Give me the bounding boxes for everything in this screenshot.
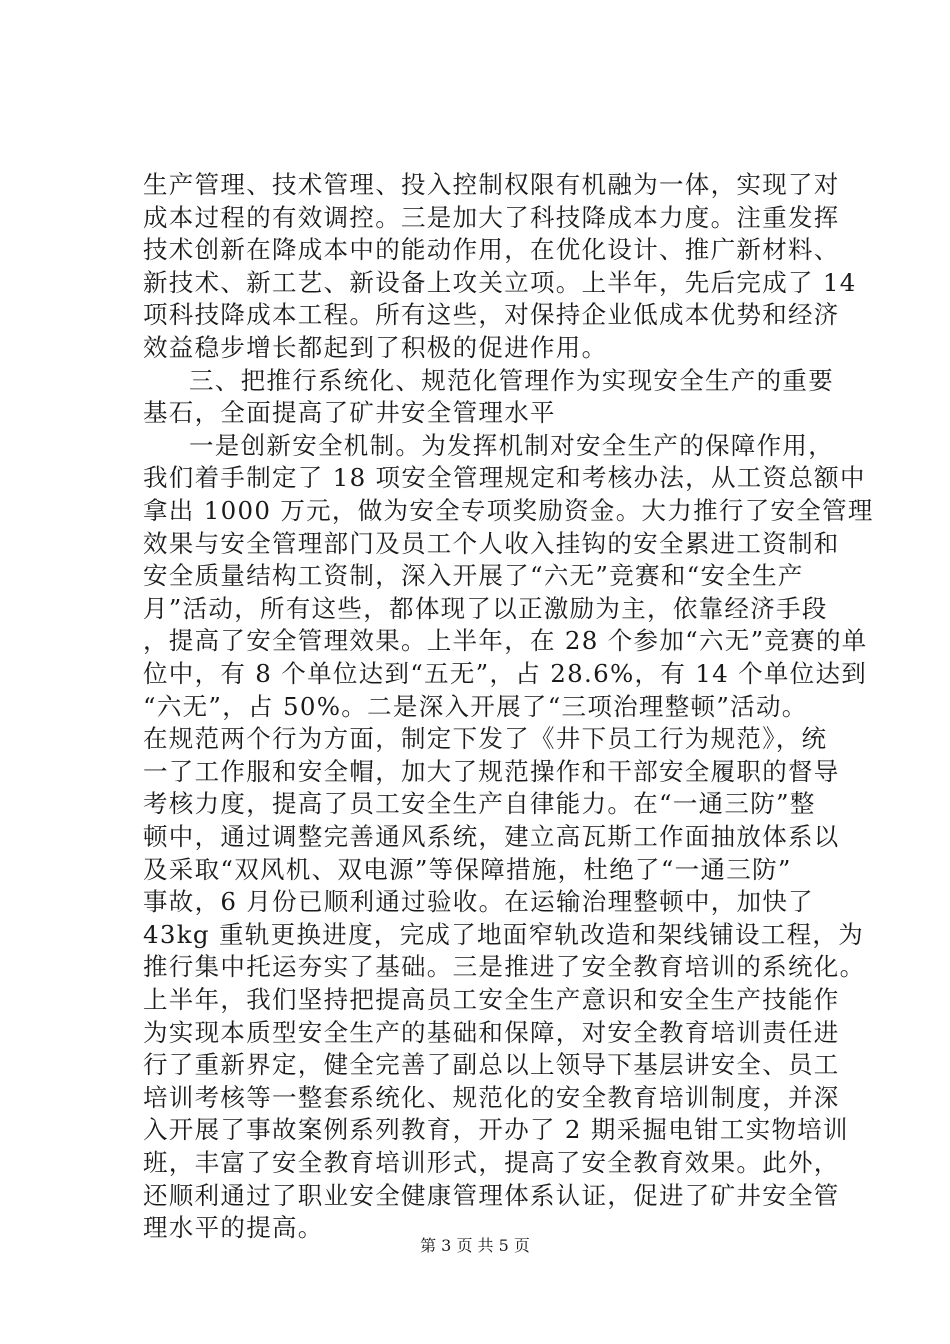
text-line: 考核力度，提高了员工安全生产自律能力。在“一通三防”整	[143, 789, 816, 819]
text-line: 拿出 1000 万元，做为安全专项奖励资金。大力推行了安全管理	[143, 496, 874, 525]
text-line: “六无”，占 50%。二是深入开展了“三项治理整顿”活动。	[143, 691, 808, 721]
text-line: 效果与安全管理部门及员工个人收入挂钩的安全累进工资制和	[143, 528, 840, 558]
text-line: 培训考核等一整套系统化、规范化的安全教育培训制度，并深	[143, 1082, 840, 1112]
text-line: 效益稳步增长都起到了积极的促进作用。	[143, 333, 608, 362]
text-line: 项科技降成本工程。所有这些，对保持企业低成本优势和经济	[143, 300, 840, 330]
text-line: 我们着手制定了 18 项安全管理规定和考核办法，从工资总额中	[143, 463, 866, 493]
page-footer: 第 3 页 共 5 页	[420, 1236, 530, 1255]
text-line: 及采取“双风机、双电源”等保障措施，杜绝了“一通三防”	[143, 854, 792, 884]
text-line: 还顺利通过了职业安全健康管理体系认证，促进了矿井安全管	[143, 1180, 840, 1210]
text-line: 三、把推行系统化、规范化管理作为实现安全生产的重要	[189, 365, 834, 395]
text-line: 一了工作服和安全帽，加大了规范操作和干部安全履职的督导	[143, 756, 840, 786]
text-line: 生产管理、技术管理、投入控制权限有机融为一体，实现了对	[143, 170, 840, 199]
text-line: 基石，全面提高了矿井安全管理水平	[143, 398, 556, 428]
text-line: 安全质量结构工资制，深入开展了“六无”竞赛和“安全生产	[143, 561, 804, 591]
text-line: 成本过程的有效调控。三是加大了科技降成本力度。注重发挥	[143, 202, 840, 232]
text-line: 位中，有 8 个单位达到“五无”，占 28.6%，有 14 个单位达到	[143, 659, 868, 688]
text-line: 新技术、新工艺、新设备上攻关立项。上半年，先后完成了 14	[143, 267, 857, 297]
text-line: 技术创新在降成本中的能动作用，在优化设计、推广新材料、	[143, 235, 840, 265]
text-line: 月”活动，所有这些，都体现了以正激励为主，依靠经济手段	[143, 593, 828, 623]
text-line: 班，丰富了安全教育培训形式，提高了安全教育效果。此外，	[143, 1148, 840, 1177]
text-line: 推行集中托运夯实了基础。三是推进了安全教育培训的系统化。	[143, 952, 866, 982]
text-line: 顿中，通过调整完善通风系统，建立高瓦斯工作面抽放体系以	[143, 822, 840, 851]
text-line: 行了重新界定，健全完善了副总以上领导下基层讲安全、员工	[143, 1050, 840, 1080]
text-line: 在规范两个行为方面，制定下发了《井下员工行为规范》，统	[143, 724, 828, 754]
text-line: 入开展了事故案例系列教育，开办了 2 期采掘电钳工实物培训	[143, 1115, 849, 1145]
text-line: 理水平的提高。	[143, 1213, 324, 1243]
text-line: ，提高了安全管理效果。上半年，在 28 个参加“六无”竞赛的单	[143, 626, 868, 656]
text-line: 一是创新安全机制。为发挥机制对安全生产的保障作用，	[189, 430, 834, 460]
text-line: 事故，6 月份已顺利通过验收。在运输治理整顿中，加快了	[143, 887, 814, 917]
text-line: 为实现本质型安全生产的基础和保障，对安全教育培训责任进	[143, 1017, 840, 1047]
text-line: 上半年，我们坚持把提高员工安全生产意识和安全生产技能作	[143, 985, 840, 1014]
text-line: 43kg 重轨更换进度，完成了地面窄轨改造和架线铺设工程，为	[143, 919, 864, 949]
